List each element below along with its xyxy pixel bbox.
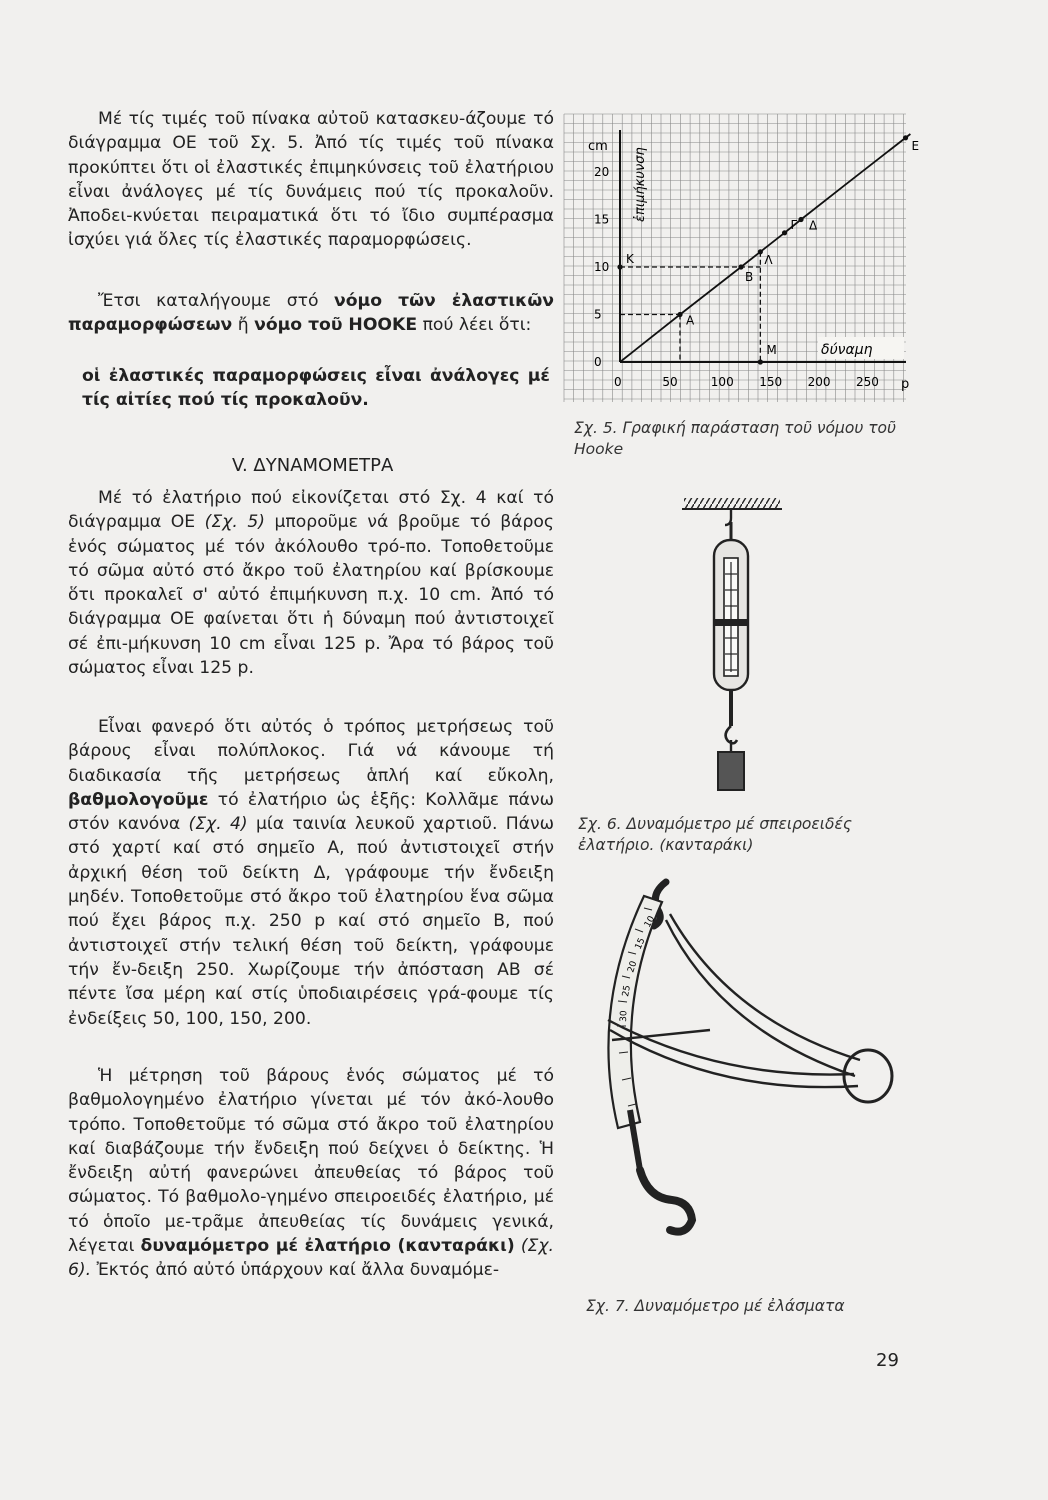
fig7-scale-label: 20 [626, 959, 640, 974]
y-tick-label: 5 [594, 307, 602, 322]
page-number: 29 [876, 1350, 899, 1371]
data-point-Β [738, 264, 743, 269]
fig7-upper-leaf-inner [670, 914, 860, 1060]
fig6-caption: Σχ. 6. Δυναμόμετρο μέ σπειροειδές ἐλατήριο. (κανταράκι) [578, 815, 852, 854]
fig7-scale-label: 30 [619, 1010, 630, 1023]
data-point-Γ [782, 230, 787, 235]
fig7-scale-label: 10 [642, 914, 658, 930]
x-tick-label: 0 [614, 375, 622, 389]
text-p4-a: Εἶναι φανερό ὅτι αὐτός ὁ τρόπος μετρήσεως τοῦ βάρους εἶναι πολύπλοκος. Γιά νά κάνουμε τή διαδικασία τῆς μετρήσεως ἁπλή καί εὔκολη, [68, 717, 554, 786]
data-point-Ε [903, 135, 908, 140]
series-line-OE [620, 134, 910, 362]
text-p4-d: (Σχ. 4) [188, 814, 248, 835]
fig7-bottom-hook [640, 1170, 692, 1232]
fig7-caption: Σχ. 7. Δυναμόμετρο μέ ἐλάσματα [586, 1297, 845, 1315]
spring-dynamometer-illustration [676, 494, 786, 794]
ceiling-hatch [684, 498, 780, 508]
point-label-Κ: Κ [626, 252, 634, 266]
y-unit-label: cm [588, 139, 608, 154]
point-label-Β: Β [745, 270, 754, 284]
data-point-Κ [617, 264, 622, 269]
data-point-Δ [798, 217, 803, 222]
text-p3-a: Μέ τό ἐλατήριο πού εἰκονίζεται στό Σχ. 4 καί τό διάγραμμα ΟΕ [68, 488, 554, 533]
text-p3-b: (Σχ. 5) [204, 512, 265, 533]
x-tick-label: 250 [856, 375, 879, 389]
text-p5-a: Ἡ μέτρηση τοῦ βάρους ἑνός σώματος μέ τό βαθμολογημένο ἐλατήριο γίνεται μέ τόν ἀκό-λουθο τρόπο. Τοποθετοῦμε τό σῶμα στό ἄκρο τοῦ ἐλατηρίου καί διαβάζουμε τήν ἔνδειξη πού δείχνει ὁ δείκτης. Ἡ ἔνδειξη αὐτή φανερώνει ἀπευθείας τό βάρος τοῦ σώματος. Τό βαθμολο-γημένο σπειροειδές ἐλατήριο, μέ τό ὁποῖο με-τρᾶμε ἀπευθείας τίς δυνάμεις γενικά, λέγεται [68, 1066, 554, 1257]
point-label-Ε: Ε [911, 138, 920, 153]
text-p4-c: τό ἐλατήριο ὡς ἑξῆς: Κολλᾶμε πάνω στόν κανόνα [68, 789, 554, 835]
pointer-bar [714, 619, 748, 626]
text-p5-b: δυναμόμετρο μέ ἐλατήριο (κανταράκι) [140, 1236, 515, 1257]
x-unit-label: p [901, 377, 910, 392]
x-tick-label: 100 [710, 375, 734, 389]
y-tick-label: 0 [594, 355, 602, 369]
point-label-Α: Α [686, 313, 695, 328]
y-tick-label: 20 [594, 165, 610, 179]
y-axis-label: ἐπιμήκυνση [633, 147, 648, 222]
law-statement [82, 364, 550, 413]
point-label-Δ: Δ [809, 218, 818, 233]
hooke-chart [560, 110, 920, 410]
x-tick-label: 50 [662, 375, 678, 389]
text-law: οἱ ἐλαστικές παραμορφώσεις εἶναι ἀνάλογες μέ τίς αἰτίες πού τίς προκαλοῦν. [82, 366, 550, 411]
section-heading: V. ΔΥΝΑΜΟΜΕΤΡΑ [232, 455, 394, 476]
y-tick-label: 15 [594, 212, 610, 227]
paragraph-3 [68, 486, 554, 680]
weight-block [718, 752, 744, 790]
fig7-scale-label: 15 [633, 936, 648, 952]
text-p5-d: Ἐκτός ἀπό αὐτό ὑπάρχουν καί ἄλλα δυναμόμε- [96, 1260, 500, 1281]
point-label-Μ: Μ [766, 343, 777, 357]
paragraph-2 [68, 289, 554, 338]
text-p4-e: μία ταινία λευκοῦ χαρτιοῦ. Πάνω στό χαρτί καί στό σημεῖο Α, πού ἀντιστοιχεῖ στήν ἀρχική θέση τοῦ δείκτη Δ, γράφουμε τήν ἔνδειξη μηδέν. Τοποθετοῦμε στό ἄκρο τοῦ ἐλατηρίου ἕνα σῶμα πού ἔχει βάρος π.χ. 250 p καί στό σημεῖο Β, πού ἀντιστοιχεῖ στήν τελική θέση τοῦ δείκτη, γράφουμε τήν ἔν-δειξη 250. Χωρίζουμε τήν ἀπόσταση ΑΒ σέ πέντε ἴσα μέρη καί στίς ὑποδιαιρέσεις γρά-φουμε τίς ἐνδείξεις 50, 100, 150, 200. [68, 814, 554, 1029]
y-tick-label: 10 [594, 260, 610, 274]
text-p3-c: μποροῦμε νά βροῦμε τό βάρος ἑνός σώματος μέ τόν ἀκόλουθο τρό-πο. Τοποθετοῦμε τό σῶμα αὐτό στό ἄκρο τοῦ ἐλατηρίου καί βρίσκουμε ὅτι προκαλεῖ σ' αὐτό ἐπιμήκυνση π.χ. 10 cm. Ἀπό τό διάγραμμα ΟΕ φαίνεται ὅτι ἡ δύναμη πού ἀντιστοιχεῖ σέ ἐπι-μήκυνση 10 cm εἶναι 125 p. Ἄρα τό βάρος τοῦ σώματος εἶναι 125 p. [68, 512, 555, 679]
data-point-Μ [758, 359, 763, 364]
point-label-Γ: Γ [790, 217, 798, 232]
leaf-spring-dynamometer-illustration [570, 880, 910, 1295]
x-tick-label: 150 [759, 375, 783, 389]
data-point-Α [677, 312, 682, 317]
text-hooke-law: νόμο τοῦ HOOKE [254, 315, 418, 336]
paragraph-5 [68, 1064, 554, 1283]
paragraph-1 [68, 107, 554, 253]
fig7-scale-plate [608, 896, 662, 1128]
fig7-upper-leaf [666, 920, 855, 1076]
text-p2-a: Ἔτσι καταλήγουμε στό [98, 291, 319, 311]
paragraph-4 [68, 715, 554, 1031]
point-label-Λ: Λ [764, 252, 773, 267]
text-p1: Μέ τίς τιμές τοῦ πίνακα αὐτοῦ κατασκευ-άζουμε τό διάγραμμα ΟΕ τοῦ Σχ. 5. Ἀπό τίς τιμές τοῦ πίνακα προκύπτει ὅτι οἱ ἐλαστικές ἐπιμηκύνσεις τοῦ ἐλατήριου εἶναι ἀνάλογες μέ τίς δυνάμεις πού τίς προκαλοῦν. Ἀποδει-κνύεται πειραματικά ὅτι τό ἴδιο συμπέρασμα ἰσχύει γιά ὅλες τίς ἐλαστικές παραμορφώσεις. [68, 109, 554, 251]
fig7-scale-label: 25 [621, 984, 633, 998]
fig7-right-loop [844, 1050, 892, 1102]
fig5-caption: Σχ. 5. Γραφική παράσταση τοῦ νόμου τοῦ Hooke [574, 419, 897, 458]
text-p4-b: βαθμολογοῦμε [68, 789, 209, 810]
data-point-Λ [758, 249, 763, 254]
text-p2-e: πού λέει ὅτι: [422, 315, 532, 336]
text-p5-c: (Σχ. 6). [68, 1236, 555, 1281]
x-axis-label: δύναμη [821, 342, 873, 358]
text-p2-c: ἤ [237, 315, 249, 336]
x-tick-label: 200 [807, 375, 831, 389]
text-law-name: νόμο τῶν ἐλαστικῶν παραμορφώσεων [68, 291, 554, 336]
